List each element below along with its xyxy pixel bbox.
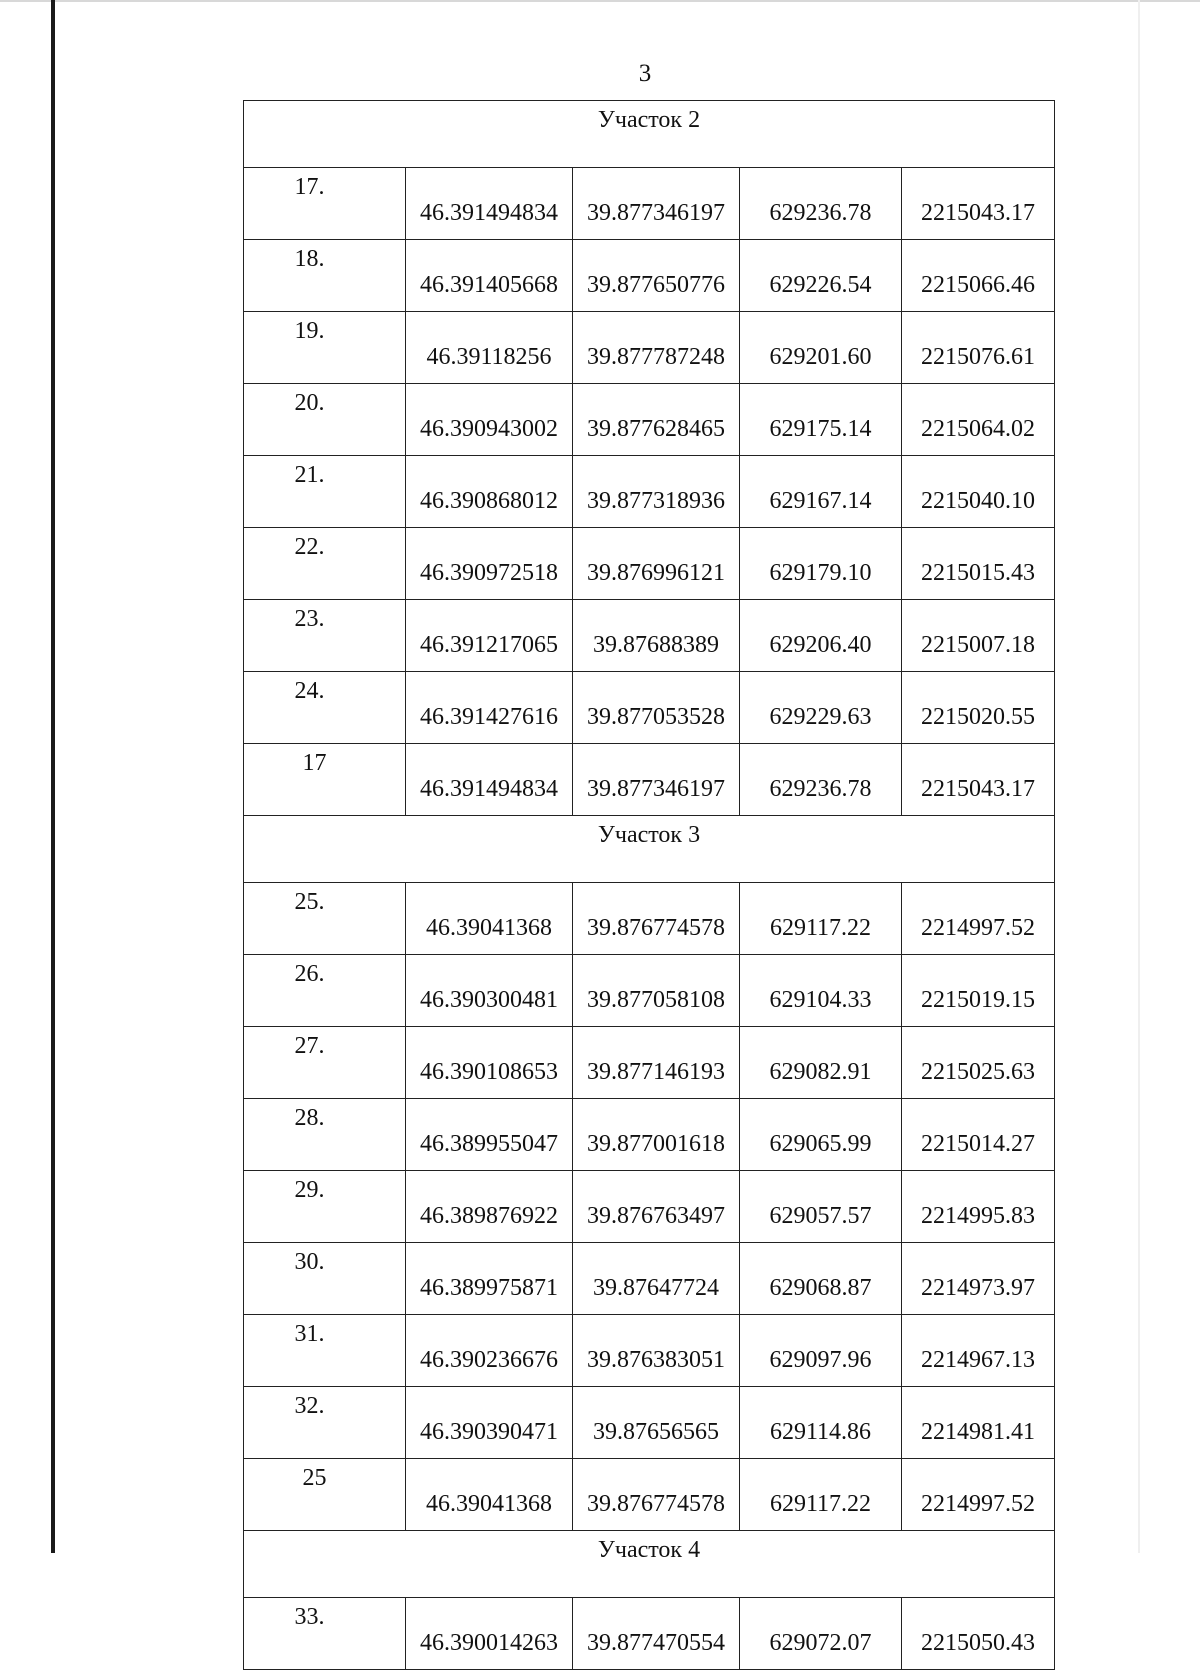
longitude-cell: 39.877787248	[573, 312, 740, 384]
x-coordinate-cell: 629226.54	[740, 240, 902, 312]
point-number-cell: 31.	[244, 1315, 406, 1387]
point-number-cell: 25.	[244, 883, 406, 955]
y-coordinate-cell: 2215050.43	[902, 1598, 1055, 1670]
latitude-cell: 46.391427616	[406, 672, 573, 744]
x-coordinate-cell: 629117.22	[740, 883, 902, 955]
longitude-cell: 39.877628465	[573, 384, 740, 456]
longitude-cell: 39.877318936	[573, 456, 740, 528]
y-coordinate-cell: 2215015.43	[902, 528, 1055, 600]
y-coordinate-cell: 2214981.41	[902, 1387, 1055, 1459]
point-number-cell: 17	[244, 744, 406, 816]
y-coordinate-cell: 2215066.46	[902, 240, 1055, 312]
point-number-cell: 26.	[244, 955, 406, 1027]
table-row	[244, 1598, 1055, 1670]
x-coordinate-cell: 629167.14	[740, 456, 902, 528]
x-coordinate-cell: 629206.40	[740, 600, 902, 672]
longitude-cell: 39.877001618	[573, 1099, 740, 1171]
latitude-cell: 46.390390471	[406, 1387, 573, 1459]
x-coordinate-cell: 629068.87	[740, 1243, 902, 1315]
point-number-cell: 32.	[244, 1387, 406, 1459]
longitude-cell: 39.877650776	[573, 240, 740, 312]
x-coordinate-cell: 629229.63	[740, 672, 902, 744]
point-number-cell: 28.	[244, 1099, 406, 1171]
latitude-cell: 46.389955047	[406, 1099, 573, 1171]
y-coordinate-cell: 2215064.02	[902, 384, 1055, 456]
scan-edge-right	[1138, 0, 1140, 1553]
point-number-cell: 21.	[244, 456, 406, 528]
y-coordinate-cell: 2215076.61	[902, 312, 1055, 384]
latitude-cell: 46.390868012	[406, 456, 573, 528]
y-coordinate-cell: 2215020.55	[902, 672, 1055, 744]
table-row	[244, 1171, 1055, 1243]
section-title: Участок 4	[244, 1531, 1055, 1598]
coordinates-table	[243, 100, 1055, 1670]
table-row	[244, 1243, 1055, 1315]
y-coordinate-cell: 2215040.10	[902, 456, 1055, 528]
latitude-cell: 46.391217065	[406, 600, 573, 672]
latitude-cell: 46.391494834	[406, 744, 573, 816]
latitude-cell: 46.389876922	[406, 1171, 573, 1243]
table-row	[244, 672, 1055, 744]
table-row	[244, 384, 1055, 456]
x-coordinate-cell: 629072.07	[740, 1598, 902, 1670]
x-coordinate-cell: 629114.86	[740, 1387, 902, 1459]
table-row	[244, 955, 1055, 1027]
x-coordinate-cell: 629236.78	[740, 168, 902, 240]
table-row	[244, 744, 1055, 816]
latitude-cell: 46.390943002	[406, 384, 573, 456]
table-row	[244, 1459, 1055, 1531]
latitude-cell: 46.39041368	[406, 883, 573, 955]
point-number-cell: 33.	[244, 1598, 406, 1670]
scan-edge-top	[0, 0, 1200, 2]
table-row	[244, 1027, 1055, 1099]
longitude-cell: 39.876774578	[573, 1459, 740, 1531]
longitude-cell: 39.877146193	[573, 1027, 740, 1099]
y-coordinate-cell: 2215019.15	[902, 955, 1055, 1027]
point-number-cell: 20.	[244, 384, 406, 456]
x-coordinate-cell: 629082.91	[740, 1027, 902, 1099]
longitude-cell: 39.877470554	[573, 1598, 740, 1670]
latitude-cell: 46.391494834	[406, 168, 573, 240]
y-coordinate-cell: 2214997.52	[902, 1459, 1055, 1531]
point-number-cell: 19.	[244, 312, 406, 384]
point-number-cell: 18.	[244, 240, 406, 312]
longitude-cell: 39.877346197	[573, 168, 740, 240]
y-coordinate-cell: 2214967.13	[902, 1315, 1055, 1387]
table-row	[244, 1099, 1055, 1171]
y-coordinate-cell: 2214973.97	[902, 1243, 1055, 1315]
longitude-cell: 39.876774578	[573, 883, 740, 955]
latitude-cell: 46.389975871	[406, 1243, 573, 1315]
longitude-cell: 39.87656565	[573, 1387, 740, 1459]
y-coordinate-cell: 2215025.63	[902, 1027, 1055, 1099]
latitude-cell: 46.39118256	[406, 312, 573, 384]
point-number-cell: 25	[244, 1459, 406, 1531]
section-header-row	[244, 101, 1055, 168]
longitude-cell: 39.877058108	[573, 955, 740, 1027]
y-coordinate-cell: 2214997.52	[902, 883, 1055, 955]
latitude-cell: 46.390236676	[406, 1315, 573, 1387]
point-number-cell: 24.	[244, 672, 406, 744]
table-row	[244, 312, 1055, 384]
x-coordinate-cell: 629065.99	[740, 1099, 902, 1171]
point-number-cell: 29.	[244, 1171, 406, 1243]
table-row	[244, 1315, 1055, 1387]
table-row	[244, 883, 1055, 955]
section-header-row	[244, 816, 1055, 883]
x-coordinate-cell: 629117.22	[740, 1459, 902, 1531]
latitude-cell: 46.390300481	[406, 955, 573, 1027]
longitude-cell: 39.87688389	[573, 600, 740, 672]
latitude-cell: 46.391405668	[406, 240, 573, 312]
section-header-row	[244, 1531, 1055, 1598]
point-number-cell: 22.	[244, 528, 406, 600]
longitude-cell: 39.876996121	[573, 528, 740, 600]
y-coordinate-cell: 2215014.27	[902, 1099, 1055, 1171]
longitude-cell: 39.876383051	[573, 1315, 740, 1387]
page-number: 3	[638, 60, 652, 87]
latitude-cell: 46.390014263	[406, 1598, 573, 1670]
table-row	[244, 456, 1055, 528]
latitude-cell: 46.39041368	[406, 1459, 573, 1531]
y-coordinate-cell: 2214995.83	[902, 1171, 1055, 1243]
latitude-cell: 46.390972518	[406, 528, 573, 600]
x-coordinate-cell: 629097.96	[740, 1315, 902, 1387]
y-coordinate-cell: 2215043.17	[902, 168, 1055, 240]
section-title: Участок 3	[244, 816, 1055, 883]
y-coordinate-cell: 2215007.18	[902, 600, 1055, 672]
longitude-cell: 39.877053528	[573, 672, 740, 744]
point-number-cell: 17.	[244, 168, 406, 240]
latitude-cell: 46.390108653	[406, 1027, 573, 1099]
x-coordinate-cell: 629201.60	[740, 312, 902, 384]
coordinates-table-body	[244, 101, 1055, 1670]
scan-edge-left	[51, 0, 55, 1553]
point-number-cell: 27.	[244, 1027, 406, 1099]
longitude-cell: 39.877346197	[573, 744, 740, 816]
x-coordinate-cell: 629175.14	[740, 384, 902, 456]
section-title: Участок 2	[244, 101, 1055, 168]
y-coordinate-cell: 2215043.17	[902, 744, 1055, 816]
longitude-cell: 39.876763497	[573, 1171, 740, 1243]
table-row	[244, 528, 1055, 600]
table-row	[244, 1387, 1055, 1459]
point-number-cell: 23.	[244, 600, 406, 672]
x-coordinate-cell: 629179.10	[740, 528, 902, 600]
x-coordinate-cell: 629104.33	[740, 955, 902, 1027]
x-coordinate-cell: 629236.78	[740, 744, 902, 816]
table-row	[244, 240, 1055, 312]
point-number-cell: 30.	[244, 1243, 406, 1315]
table-row	[244, 600, 1055, 672]
x-coordinate-cell: 629057.57	[740, 1171, 902, 1243]
longitude-cell: 39.87647724	[573, 1243, 740, 1315]
table-row	[244, 168, 1055, 240]
